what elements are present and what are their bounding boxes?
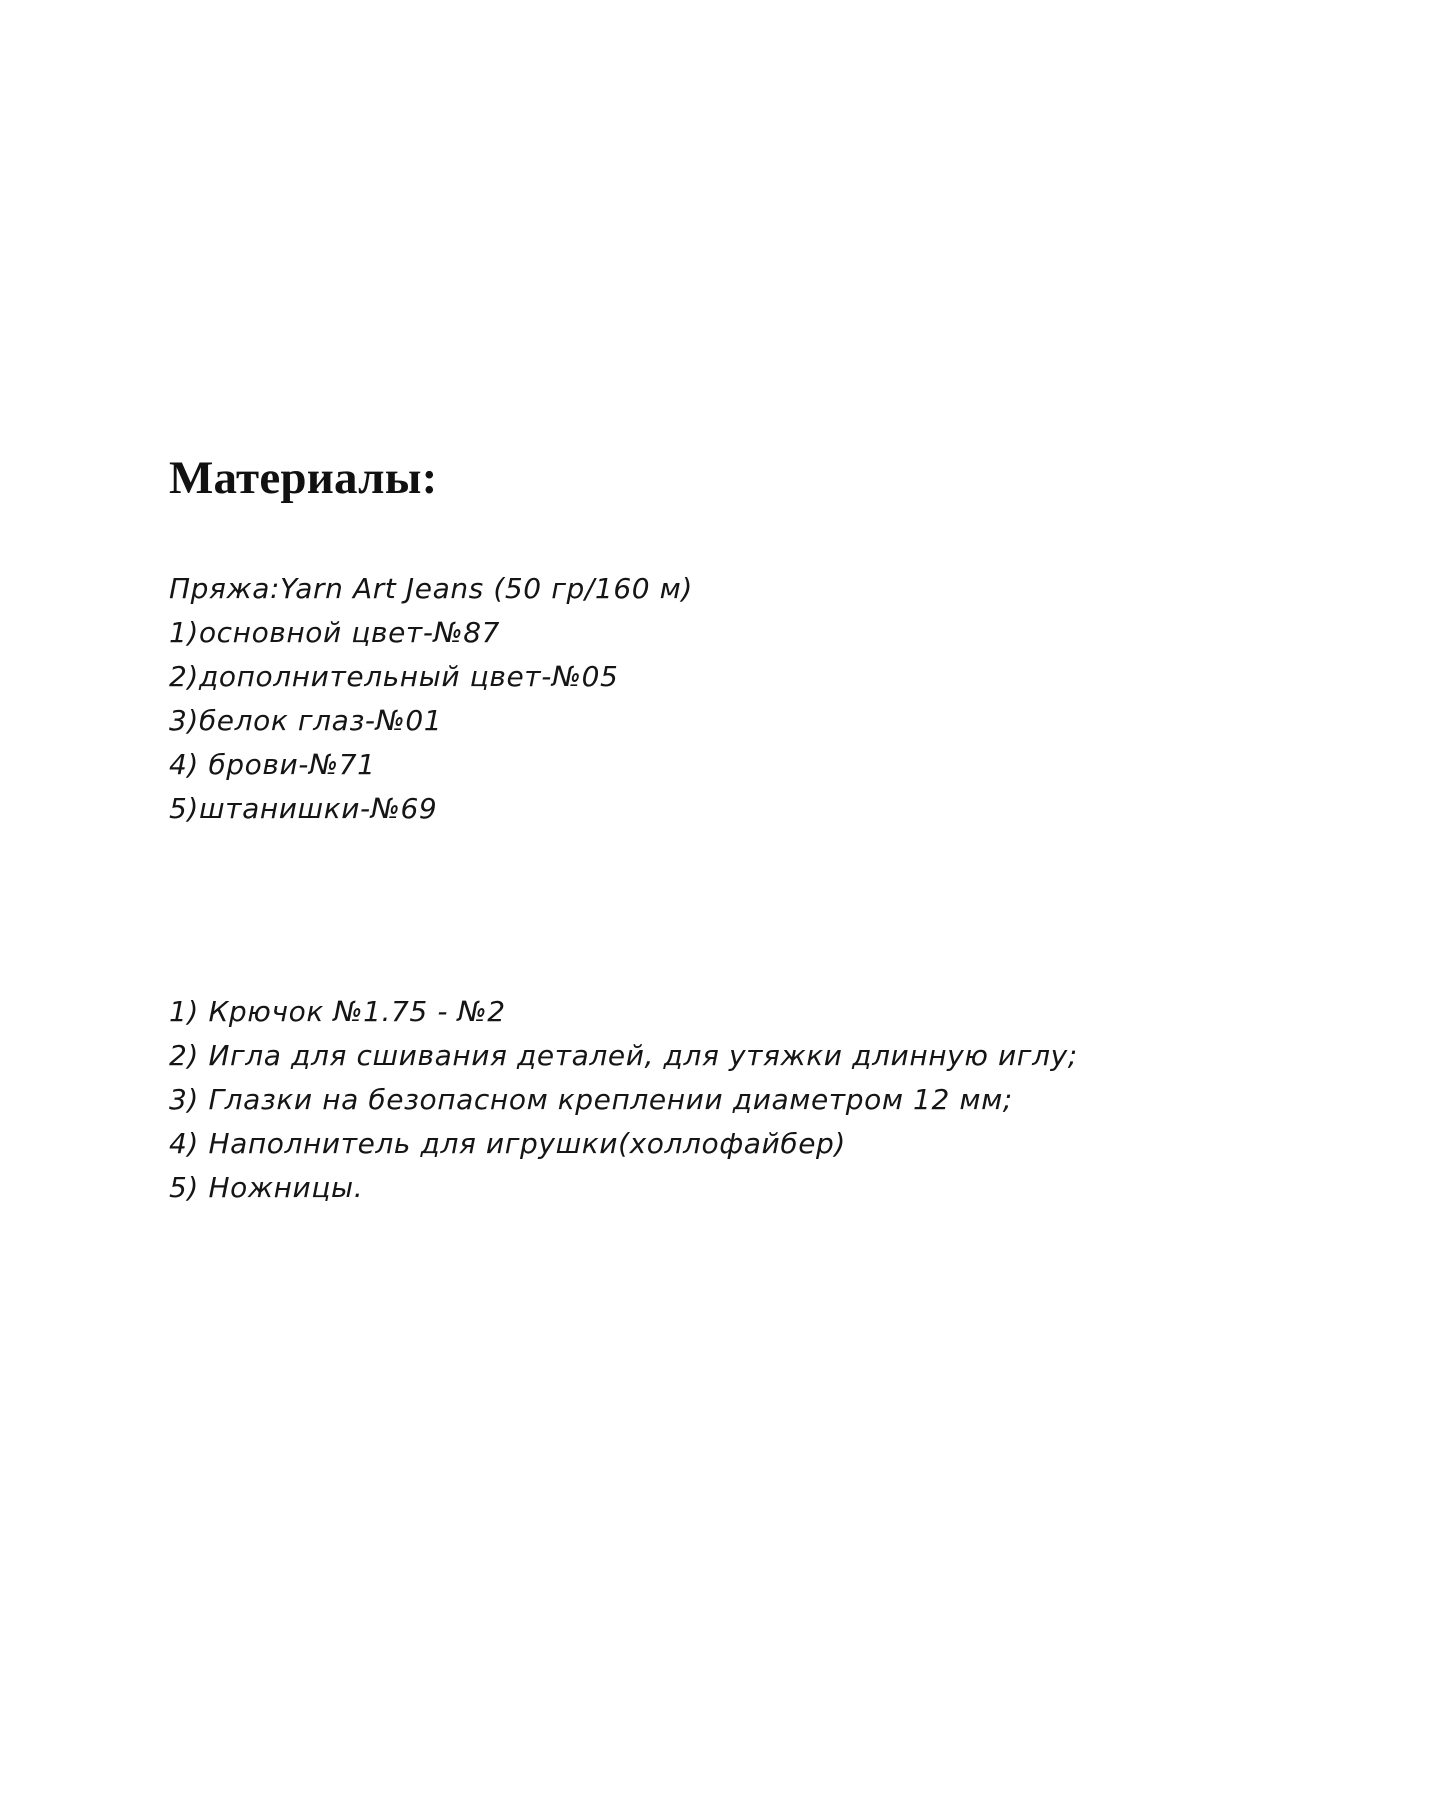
list-item: 5)штанишки-№69	[169, 792, 438, 825]
yarn-title: Пряжа:Yarn Art Jeans (50 гр/160 м)	[169, 572, 693, 605]
page-title: Материалы:	[169, 452, 438, 504]
list-item: 4) Наполнитель для игрушки(холлофайбер)	[169, 1127, 846, 1160]
list-item: 3)белок глаз-№01	[169, 704, 443, 737]
list-item: 1) Крючок №1.75 - №2	[169, 995, 506, 1028]
list-item: 1)основной цвет-№87	[169, 616, 501, 649]
list-item: 3) Глазки на безопасном креплении диаметром 12 мм;	[169, 1083, 1013, 1116]
list-item: 2) Игла для сшивания деталей, для утяжки длинную иглу;	[169, 1039, 1078, 1072]
list-item: 5) Ножницы.	[169, 1171, 364, 1204]
tools-list	[169, 990, 1078, 1210]
yarn-list	[169, 567, 693, 831]
list-item: 4) брови-№71	[169, 748, 376, 781]
list-item: 2)дополнительный цвет-№05	[169, 660, 619, 693]
